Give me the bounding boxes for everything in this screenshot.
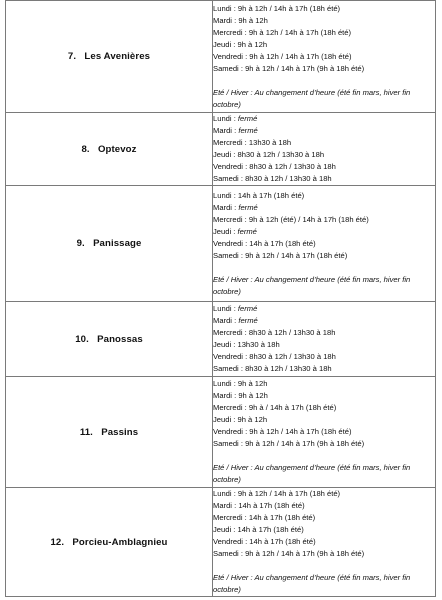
day-hours-text: Mercredi : 13h30 à 18h xyxy=(213,138,292,147)
site-name: Porcieu-Amblagnieu xyxy=(72,536,168,548)
opening-hours-line xyxy=(213,190,435,202)
opening-hours-line xyxy=(213,378,435,390)
schedule-body xyxy=(6,1,436,597)
day-hours-text: Vendredi : 9h à 12h / 14h à 17h (18h été) xyxy=(213,427,352,436)
opening-hours-line xyxy=(213,161,435,173)
site-name: Les Avenières xyxy=(84,51,151,62)
schedule-row xyxy=(6,302,436,377)
day-hours-text: Samedi : 9h à 12h / 14h à 17h (9h à 18h été) xyxy=(213,549,365,558)
opening-hours-line xyxy=(213,202,435,214)
day-hours-text: Vendredi : 8h30 à 12h / 13h30 à 18h xyxy=(213,352,336,361)
schedule-row xyxy=(6,377,436,488)
opening-hours-line xyxy=(213,548,435,560)
schedule-row xyxy=(6,1,436,113)
opening-hours-line xyxy=(213,51,435,63)
day-hours-text: Mercredi : 9h à 12h (été) / 14h à 17h (18h été) xyxy=(213,214,369,224)
site-number: 12. xyxy=(50,536,65,548)
opening-hours-line xyxy=(213,125,435,137)
site-name: Passins xyxy=(101,426,139,438)
closed-label: fermé xyxy=(237,114,258,123)
site-name-cell xyxy=(6,488,213,597)
site-name-cell xyxy=(6,377,213,488)
schedule-table xyxy=(5,0,436,597)
opening-hours-line xyxy=(213,500,435,512)
opening-hours-line xyxy=(213,3,435,15)
day-hours-text: Mardi : xyxy=(213,316,239,325)
day-hours-text: Lundi : 9h à 12h xyxy=(213,379,268,388)
closed-label: fermé xyxy=(237,226,257,236)
opening-hours-line xyxy=(213,351,435,363)
day-hours-text: Lundi : xyxy=(213,304,238,313)
schedule-row xyxy=(6,186,436,302)
day-hours-text: Vendredi : 8h30 à 12h / 13h30 à 18h xyxy=(213,162,336,171)
opening-hours-line xyxy=(213,339,435,351)
closed-label: fermé xyxy=(238,202,258,212)
day-hours-text: Mardi : 9h à 12h xyxy=(213,15,268,25)
day-hours-text: Samedi : 9h à 12h / 14h à 17h (9h à 18h été) xyxy=(213,439,365,448)
day-hours-text: Lundi : 14h à 17h (18h été) xyxy=(213,190,305,200)
day-hours-text: Samedi : 9h à 12h / 14h à 17h (18h été) xyxy=(213,250,348,260)
day-hours-text: Vendredi : 14h à 17h (18h été) xyxy=(213,238,316,248)
season-note: Eté / Hiver : Au changement d’heure (été fin mars, hiver fin octobre) xyxy=(213,87,411,109)
opening-hours-line xyxy=(213,438,435,450)
site-number: 11. xyxy=(79,426,93,438)
day-hours-text: Lundi : 9h à 12h / 14h à 17h (18h été) xyxy=(213,3,341,13)
day-hours-text: Mercredi : 9h à / 14h à 17h (18h été) xyxy=(213,403,337,412)
day-hours-text: Mardi : 9h à 12h xyxy=(213,391,268,400)
day-hours-text: Jeudi : 9h à 12h xyxy=(213,39,268,49)
day-hours-text: Jeudi : 8h30 à 12h / 13h30 à 18h xyxy=(213,150,325,159)
season-note: Eté / Hiver : Au changement d’heure (été fin mars, hiver fin octobre) xyxy=(213,463,411,484)
site-number: 7. xyxy=(67,51,77,62)
day-hours-text: Mardi : xyxy=(213,126,239,135)
opening-hours-line xyxy=(213,390,435,402)
opening-hours-line xyxy=(213,137,435,149)
day-hours-text: Samedi : 8h30 à 12h / 13h30 à 18h xyxy=(213,364,332,373)
site-number: 8. xyxy=(81,143,90,155)
season-note: Eté / Hiver : Au changement d’heure (été fin mars, hiver fin octobre) xyxy=(213,274,411,296)
opening-hours-line xyxy=(213,238,435,250)
opening-hours-line xyxy=(213,226,435,238)
schedule-row xyxy=(6,113,436,186)
season-note: Eté / Hiver : Au changement d’heure (été fin mars, hiver fin octobre) xyxy=(213,573,411,594)
opening-hours-line xyxy=(213,15,435,27)
day-hours-text: Lundi : xyxy=(213,114,238,123)
opening-hours-line xyxy=(213,303,435,315)
closed-label: fermé xyxy=(238,316,258,325)
opening-hours-cell xyxy=(213,186,436,302)
day-hours-text: Mercredi : 14h à 17h (18h été) xyxy=(213,513,316,522)
day-hours-text: Mercredi : 9h à 12h / 14h à 17h (18h été) xyxy=(213,27,352,37)
day-hours-text: Vendredi : 14h à 17h (18h été) xyxy=(213,537,316,546)
closed-label: fermé xyxy=(238,126,258,135)
opening-hours-line xyxy=(213,149,435,161)
opening-hours-cell xyxy=(213,113,436,186)
day-hours-text: Samedi : 8h30 à 12h / 13h30 à 18h xyxy=(213,174,332,183)
closed-label: fermé xyxy=(237,304,258,313)
opening-hours-line xyxy=(213,113,435,125)
day-hours-text: Jeudi : 14h à 17h (18h été) xyxy=(213,525,304,534)
day-hours-text: Jeudi : 13h30 à 18h xyxy=(213,340,280,349)
opening-hours-line xyxy=(213,363,435,375)
day-hours-text: Mercredi : 8h30 à 12h / 13h30 à 18h xyxy=(213,328,336,337)
day-hours-text: Jeudi : xyxy=(213,226,238,236)
site-name: Panissage xyxy=(93,238,142,249)
opening-hours-line xyxy=(213,214,435,226)
opening-hours-line xyxy=(213,512,435,524)
opening-hours-line xyxy=(213,402,435,414)
opening-hours-line xyxy=(213,250,435,262)
day-hours-text: Samedi : 9h à 12h / 14h à 17h (9h à 18h été) xyxy=(213,63,365,73)
day-hours-text: Jeudi : 9h à 12h xyxy=(213,415,268,424)
opening-hours-cell xyxy=(213,302,436,377)
opening-hours-line xyxy=(213,414,435,426)
opening-hours-cell xyxy=(213,488,436,597)
opening-hours-line xyxy=(213,524,435,536)
opening-hours-line xyxy=(213,315,435,327)
site-name-cell xyxy=(6,186,213,302)
opening-hours-line xyxy=(213,327,435,339)
opening-hours-line xyxy=(213,27,435,39)
opening-hours-line xyxy=(213,488,435,500)
schedule-row xyxy=(6,488,436,597)
site-number: 10. xyxy=(75,333,89,345)
opening-hours-cell xyxy=(213,1,436,113)
day-hours-text: Lundi : 9h à 12h / 14h à 17h (18h été) xyxy=(213,489,341,498)
opening-hours-line xyxy=(213,426,435,438)
site-name-cell xyxy=(6,1,213,113)
opening-hours-line xyxy=(213,173,435,185)
opening-hours-line xyxy=(213,63,435,75)
day-hours-text: Mardi : 14h à 17h (18h été) xyxy=(213,501,305,510)
site-name-cell xyxy=(6,113,213,186)
day-hours-text: Mardi : xyxy=(213,202,239,212)
opening-hours-line xyxy=(213,536,435,548)
opening-hours-line xyxy=(213,39,435,51)
site-name: Optevoz xyxy=(97,143,137,155)
site-name: Panossas xyxy=(97,333,143,345)
site-name-cell xyxy=(6,302,213,377)
day-hours-text: Vendredi : 9h à 12h / 14h à 17h (18h été) xyxy=(213,51,352,61)
opening-hours-cell xyxy=(213,377,436,488)
site-number: 9. xyxy=(76,238,85,249)
